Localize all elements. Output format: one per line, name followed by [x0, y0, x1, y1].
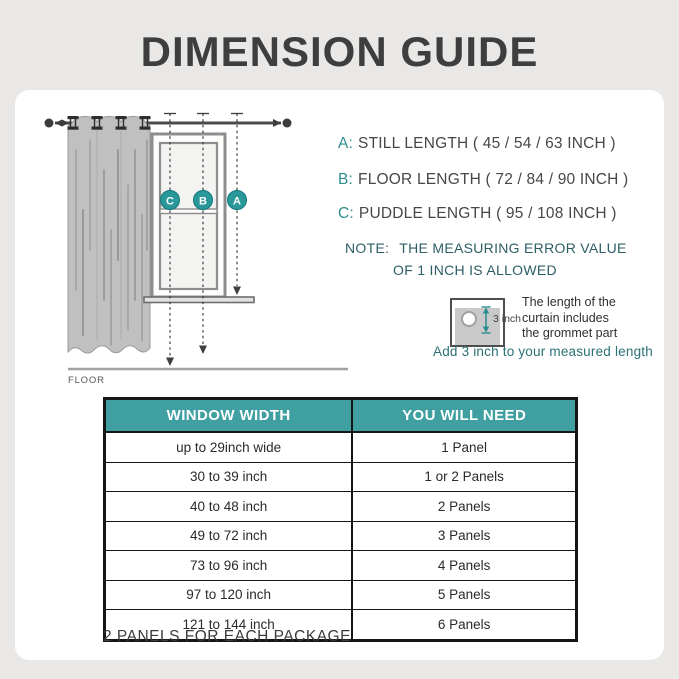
grommet-diagram — [450, 298, 522, 347]
length-spec-b — [338, 171, 628, 189]
page-title: DIMENSION GUIDE — [140, 28, 539, 75]
window-sill — [144, 297, 254, 303]
note-text-line1: THE MEASURING ERROR VALUE — [399, 240, 627, 256]
length-prefix-c: C: — [338, 205, 354, 222]
marker-b-letter: B — [199, 195, 207, 208]
header-window-width: WINDOW WIDTH — [105, 399, 353, 433]
window-width-cell: 40 to 48 inch — [105, 492, 353, 522]
note-prefix: NOTE: — [345, 240, 390, 256]
window-width-cell: up to 29inch wide — [105, 432, 353, 462]
panels-needed-cell: 4 Panels — [352, 551, 576, 581]
panels-needed-cell: 3 Panels — [352, 521, 576, 551]
measure-markers — [161, 191, 247, 210]
measuring-note-line1 — [345, 240, 627, 256]
window-width-cell: 49 to 72 inch — [105, 521, 353, 551]
table-header-row — [105, 399, 577, 433]
length-spec-c — [338, 205, 617, 223]
window-width-cell: 30 to 39 inch — [105, 462, 353, 492]
table-row — [105, 580, 577, 610]
grommet-measure-arrow-icon — [480, 304, 492, 338]
panels-needed-cell: 6 Panels — [352, 610, 576, 641]
curtain-panel — [68, 116, 150, 353]
marker-c-letter: C — [166, 195, 174, 208]
length-label-c: PUDDLE LENGTH ( 95 / 108 INCH ) — [358, 205, 617, 222]
length-prefix-b: B: — [338, 171, 354, 188]
length-prefix-a: A: — [338, 135, 354, 152]
panels-needed-cell: 1 Panel — [352, 432, 576, 462]
floor-label: FLOOR — [68, 375, 105, 386]
header-you-will-need: YOU WILL NEED — [352, 399, 576, 433]
grommet-measure-label: 3 inch — [493, 313, 522, 325]
table-row — [105, 462, 577, 492]
rod-arrow-right-icon — [273, 119, 281, 127]
length-label-a: STILL LENGTH ( 45 / 54 / 63 INCH ) — [358, 135, 616, 152]
table-row — [105, 492, 577, 522]
panels-needed-cell: 5 Panels — [352, 580, 576, 610]
marker-a-letter: A — [233, 195, 241, 208]
add-length-note: Add 3 inch to your measured length — [433, 344, 653, 359]
panels-needed-cell: 1 or 2 Panels — [352, 462, 576, 492]
window-width-cell: 97 to 120 inch — [105, 580, 353, 610]
rod-finial-left — [45, 119, 54, 128]
floor — [68, 369, 348, 386]
length-label-b: FLOOR LENGTH ( 72 / 84 / 90 INCH ) — [358, 171, 629, 188]
grommet-ring-icon — [461, 311, 477, 327]
table-row — [105, 551, 577, 581]
table-row — [105, 432, 577, 462]
window-width-cell: 73 to 96 inch — [105, 551, 353, 581]
package-note: 2 PANELS FOR EACH PACKAGE — [103, 628, 351, 645]
illustration-svg — [35, 100, 355, 390]
rod-arrow-left-icon — [55, 120, 62, 127]
table-row — [105, 521, 577, 551]
grommet-description: The length of the curtain includes the grommet part — [522, 295, 618, 340]
rod-finial-right — [283, 119, 292, 128]
content-card — [15, 90, 664, 660]
window-width-cell: 121 to 144 inch — [105, 610, 353, 641]
curtain-window-illustration — [35, 100, 355, 390]
panels-needed-cell: 2 Panels — [352, 492, 576, 522]
measuring-note-line2: OF 1 INCH IS ALLOWED — [393, 262, 557, 278]
panel-count-table — [103, 397, 578, 642]
length-spec-a — [338, 135, 616, 153]
